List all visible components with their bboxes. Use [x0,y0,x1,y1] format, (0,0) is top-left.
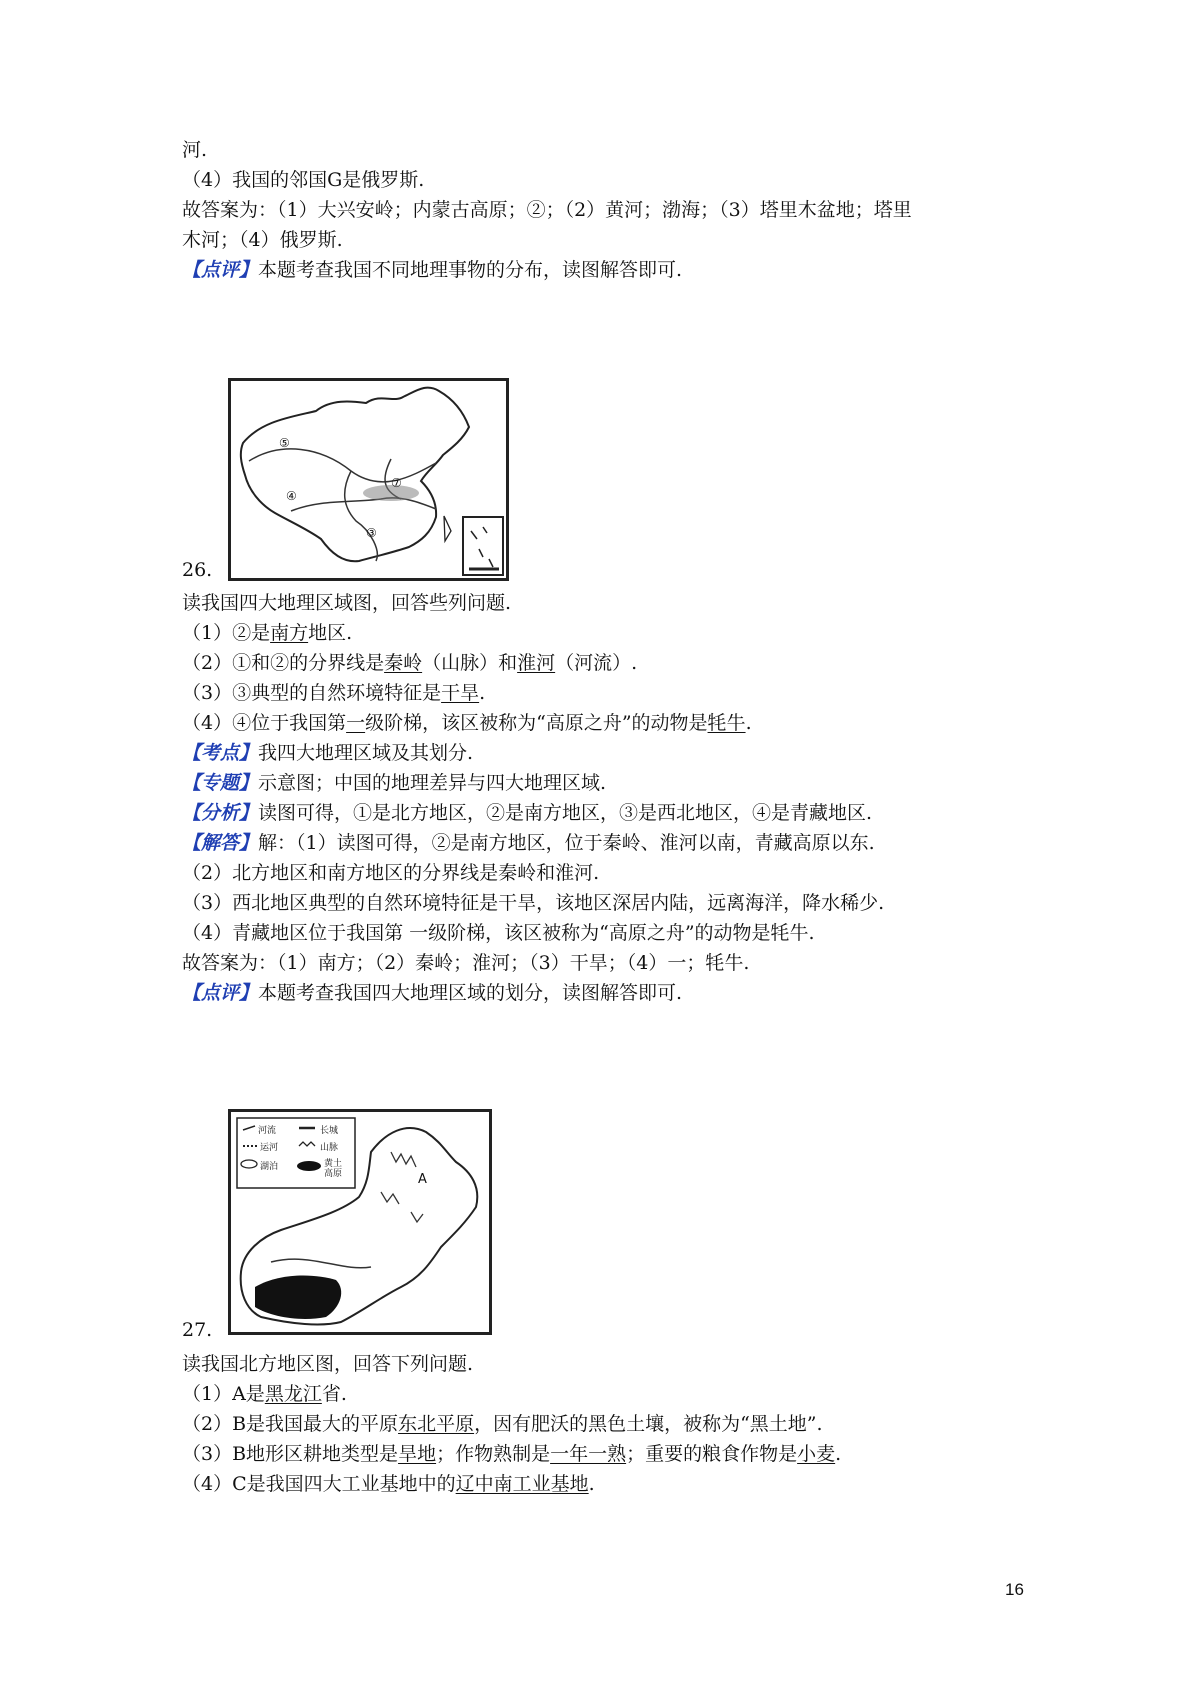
question-item [182,620,352,646]
text-segment: ；重要的粮食作物是 [626,1443,798,1465]
answer-blank: 干旱 [441,682,480,704]
map-region-label: ④ [286,489,297,503]
comment-tag: 【点评】 [182,259,259,281]
text-segment: 示意图；中国的地理差异与四大地理区域. [258,772,607,794]
text-segment: （4）C是我国四大工业基地中的 [182,1473,456,1495]
comment-text: 本题考查我国不同地理事物的分布，读图解答即可. [258,259,683,281]
text-segment: （2）①和②的分界线是 [182,652,385,674]
legend-label: 黄土高原 [324,1159,343,1179]
text-line: 河. [182,139,208,161]
text-line: 木河；（4）俄罗斯. [182,229,343,251]
answer-blank: 淮河 [517,652,556,674]
text-segment: （3）③典型的自然环境特征是 [182,682,442,704]
text-segment: ；作物熟制是 [436,1443,551,1465]
answer-blank: 小麦 [797,1443,836,1465]
northern-region-map [228,1109,492,1335]
kaodian-line [182,740,473,766]
question-number: 27. [182,1319,213,1341]
kaodian-tag: 【考点】 [182,742,259,764]
question-item [182,1411,823,1437]
text-segment: 省. [321,1383,347,1405]
text-segment: . [588,1473,595,1495]
china-regions-map [228,378,509,581]
text-segment: . [745,712,752,734]
question-item [182,1381,347,1407]
zhuanti-line [182,770,606,796]
text-line: （2）北方地区和南方地区的分界线是秦岭和淮河. [182,862,600,884]
text-segment: 级阶梯，该区被称为“高原之舟”的动物是 [365,712,708,734]
comment-line [182,980,682,1006]
text-line: （3）西北地区典型的自然环境特征是干旱，该地区深居内陆，远离海洋，降水稀少. [182,892,885,914]
text-segment: 我四大地理区域及其划分. [258,742,474,764]
legend-label: 湖泊 [260,1162,279,1172]
answer-blank: 辽中南工业基地 [455,1473,589,1495]
answer-blank: 旱地 [398,1443,437,1465]
answer-blank: 一 [346,712,366,734]
text-segment: . [479,682,486,704]
text-line: （4）青藏地区位于我国第 一级阶梯，该区被称为“高原之舟”的动物是牦牛. [182,922,815,944]
question-number: 26. [182,559,213,581]
legend-label: 河流 [258,1126,277,1136]
question-item [182,1441,841,1467]
zhuanti-tag: 【专题】 [182,772,259,794]
text-segment: . [835,1443,842,1465]
question-item [182,1471,595,1497]
page-number: 16 [1005,1580,1024,1599]
answer-blank: 南方 [270,622,309,644]
comment-tag: 【点评】 [182,982,259,1004]
answer-blank: 秦岭 [384,652,423,674]
text-segment: （1）A是 [182,1383,265,1405]
legend-label: 运河 [260,1143,279,1153]
map-label-a: A [418,1172,427,1187]
question-item [182,710,752,736]
question-item [182,680,485,706]
legend-label: 长城 [320,1126,339,1136]
text-segment: （2）B是我国最大的平原 [182,1413,399,1435]
text-segment: 读图可得，①是北方地区，②是南方地区，③是西北地区，④是青藏地区. [258,802,873,824]
map-region-label: ⑦ [391,476,402,490]
fenxi-tag: 【分析】 [182,802,259,824]
map-region-label: ⑤ [279,436,290,450]
text-segment: ，因有肥沃的黑色土壤，被称为“黑土地”. [474,1413,823,1435]
text-line: 故答案为：（1）大兴安岭；内蒙古高原；②；（2）黄河；渤海；（3）塔里木盆地；塔里 [182,199,912,221]
legend-label: 山脉 [320,1143,339,1153]
answer-blank: 牦牛 [707,712,746,734]
text-segment: 解：（1）读图可得，②是南方地区，位于秦岭、淮河以南，青藏高原以东. [258,832,875,854]
text-segment: （山脉）和 [422,652,518,674]
comment-line [182,257,682,283]
china-regions-map-drawing [231,381,506,578]
answer-blank: 黑龙江 [264,1383,322,1405]
text-segment: （3）B地形区耕地类型是 [182,1443,399,1465]
text-segment: （河流）. [555,652,638,674]
text-segment: （4）④位于我国第 [182,712,347,734]
fenxi-line [182,800,872,826]
answer-line: 故答案为：（1）南方；（2）秦岭；淮河；（3）干旱；（4）一；牦牛. [182,952,750,974]
jieda-tag: 【解答】 [182,832,259,854]
jieda-line [182,830,875,856]
question-item [182,650,637,676]
map-region-label: ③ [366,526,377,540]
answer-blank: 一年一熟 [550,1443,627,1465]
question-intro: 读我国北方地区图，回答下列问题. [182,1353,474,1375]
text-segment: 地区. [308,622,353,644]
text-segment: （1）②是 [182,622,271,644]
text-segment: 本题考查我国四大地理区域的划分，读图解答即可. [258,982,683,1004]
question-intro: 读我国四大地理区域图，回答些列问题. [182,592,512,614]
answer-blank: 东北平原 [398,1413,475,1435]
text-line: （4）我国的邻国G是俄罗斯. [182,169,425,191]
